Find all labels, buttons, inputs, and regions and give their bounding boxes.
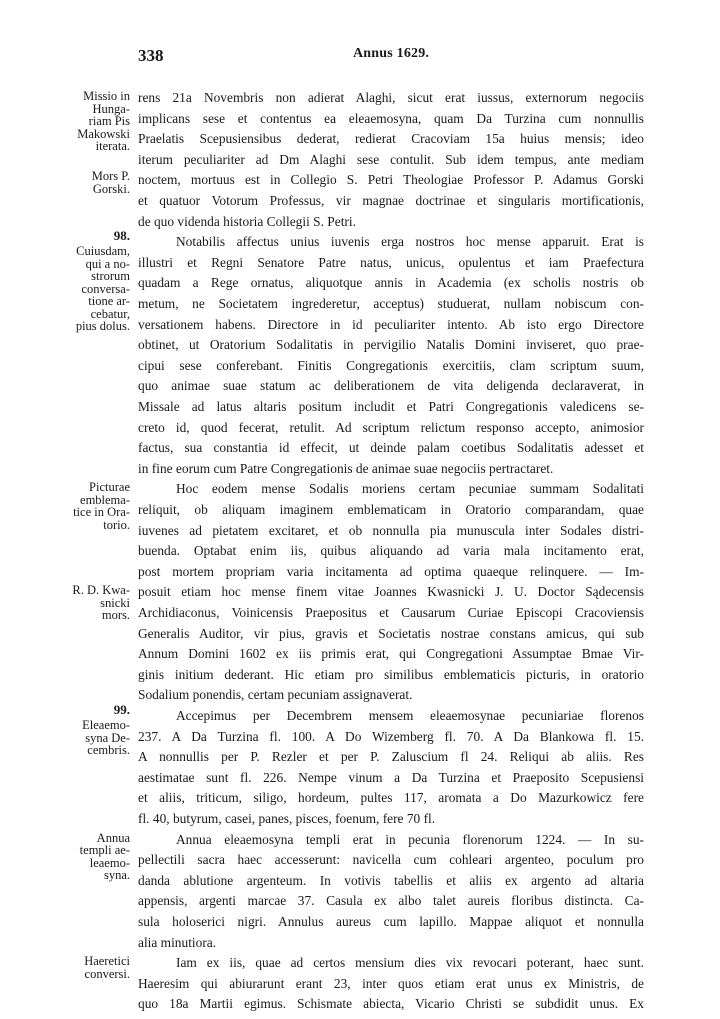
text-line: aestimatae sunt fl. 226. Nempe vinum a Da Turzina et Praeposito Scepusiensi — [138, 769, 644, 785]
page-number: 338 — [138, 46, 164, 65]
text-line: ginis initium dederant. Hic etiam pro similibus emblematicis picturis, in oratorio — [138, 666, 644, 682]
margin-note: Cuiusdam, qui a no- strorum conversa- tione ar- cebatur, pius dolus. — [75, 244, 130, 334]
text-line: factus, sua constantia id effecit, ut deinde palam coetibus Sodalitatis adesset et — [138, 440, 644, 456]
margin-note-number: 99. — [113, 702, 130, 717]
text-line: 237. A Da Turzina fl. 100. A Do Wizemberg fl. 70. A Da Blankowa fl. 15. — [138, 728, 644, 744]
text-line: Archidiaconus, Voinicensis Praepositus et Causarum Curiae Episcopi Cracoviensis — [138, 605, 644, 620]
text-line: de quo videnda historia Collegii S. Petri. — [138, 213, 356, 229]
text-line: metum, ne Societatem ingrederetur, acceptus) studuerat, nullam nobiscum con- — [138, 296, 644, 311]
margin-note: Mors P. Gorski. — [91, 169, 130, 196]
text-line: Annum Domini 1602 ex iis primis erat, qui Congregationi Assumptae Bmae Vir- — [138, 646, 644, 662]
text-line: Hoc eodem mense Sodalis moriens certam pecuniae summam Sodalitati — [176, 481, 644, 497]
text-line: Annua eleaemosyna templi erat in pecunia florenorum 1224. — In su- — [176, 831, 644, 847]
text-line: rens 21a Novembris non adierat Alaghi, sicut erat iussus, externorum negociis — [138, 90, 644, 105]
text-line: buenda. Optabat enim iis, quibus aliquando ad varia mala incitamento erat, — [138, 543, 644, 559]
text-line: Praelatis Scepusiensibus dederat, redierat Cracoviam 15a huius mensis; ideo — [138, 131, 644, 147]
page-header — [0, 46, 720, 70]
text-line: appensis, argenti marcae 37. Casula ex albo talet aureis floribus distincta. Ca- — [138, 893, 644, 909]
text-line: quadam a Rege ornatus, aliquotque annis in Academia (ex scholis nostris ob — [138, 275, 644, 291]
text-line: in fine eorum cum Patre Congregationis de animae suae negociis pertractaret. — [138, 460, 554, 476]
text-line: Sodalium ponendis, certam pecuniam assignaverat. — [138, 687, 413, 703]
text-line: creto id, quod fecerat, retulit. Ad scriptum relictum responso accepto, animosior — [138, 419, 644, 435]
text-line: illustri et Regni Senatore Patre natus, unicus, opulentus et iam Praefectura — [138, 254, 644, 270]
text-line: quo 18a Martii egimus. Schismate abiecta, Vicario Christi se subdidit unus. Ex — [138, 996, 644, 1012]
text-line: A nonnullis per P. Rezler et per P. Zaluscium fl 24. Reliqui ab aliis. Res — [138, 749, 644, 765]
margin-note: Missio in Hunga- riam Pis Makowski iterata. — [77, 89, 130, 153]
text-line: post mortem propriam varia incitamenta ad optima quaeque relinquere. — Im- — [138, 563, 644, 579]
text-line: fl. 40, butyrum, casei, panes, pisces, foenum, fere 70 fl. — [138, 811, 436, 826]
text-line: pellectili sacra haec accesserunt: navicella cum cohleari argenteo, poculum pro — [138, 852, 644, 868]
text-line: cipui sese conferebant. Finitis Congregationis exercitiis, clam scriptum suum, — [138, 357, 644, 373]
text-line: reliquit, ob aliquam imaginem emblematicam in Oratorio comparandam, quae — [138, 502, 644, 517]
margin-note: Eleaemo- syna De- cembris. — [82, 718, 130, 757]
text-line: et aliis, triticum, siligo, hordeum, pultes 117, aromata a Do Mazurkowicz fere — [138, 790, 644, 806]
text-line: Haeresim qui abiurarunt erant 23, inter quos etiam erat unus ex Ministris, de — [138, 975, 644, 991]
margin-note: Picturae emblema- tice in Ora- torio. — [73, 480, 130, 532]
text-line: alia minutiora. — [138, 934, 217, 950]
margin-note: R. D. Kwa- snicki mors. — [72, 583, 130, 623]
text-line: noctem, mortuus est in Collegio S. Petri Theologiae Professor P. Adamus Gorski — [138, 172, 644, 188]
running-title: Annus 1629. — [353, 46, 430, 61]
text-line: iuvenes ad pietatem excitaret, et ob nonnulla pia munuscula inter Sodales distri- — [138, 522, 644, 538]
text-line: Missale ad latus altaris positum includit et Patri Congregationis valedicens se- — [138, 399, 644, 414]
text-line: implicans sese et contentus ea eleaemosyna, quam Da Turzina cum nonnullis — [138, 110, 644, 126]
margin-note: Annua templi ae- leaemo- syna. — [79, 830, 130, 883]
text-line: Accepimus per Decembrem mensem eleaemosynae pecuniariae florenos — [176, 708, 644, 723]
text-line: Generalis Auditor, vir pius, gravis et Societatis nostrae constans amicus, qui sub — [138, 625, 644, 641]
margin-note: Haeretici conversi. — [84, 954, 130, 981]
margin-note-number: 98. — [113, 228, 130, 244]
text-line: danda ablutione argenteum. In votivis tabellis et aliis ex argento ad altaria — [138, 872, 644, 888]
text-line: obtinet, ut Oratorium Sodalitatis in pervigilio Natalis Domini inviseret, quo prae- — [138, 337, 644, 353]
text-line: Notabilis affectus unius iuvenis erga nostros hoc mense apparuit. Erat is — [176, 234, 644, 250]
text-line: iterum peculiariter ad Dm Alaghi sese contulit. Sub idem tempus, ante mediam — [138, 151, 644, 167]
text-line: et quatuor Votorum Professus, vir magnae doctrinae et singularis mortificationis, — [138, 193, 644, 208]
text-line: versationem habens. Directore in id peculiariter intento. Ab isto ergo Directore — [138, 316, 644, 332]
text-line: sula holoserici nigri. Annulus aureus cum lapillo. Mappae aliquot et nonnulla — [138, 914, 644, 929]
text-line: posuit etiam hoc mense finem vitae Joannes Kwasnicki J. U. Doctor Sądecensis — [138, 584, 644, 600]
text-line: quo animae suae statum ac deliberationem de vita deligenda declaraverat, in — [138, 378, 644, 394]
text-line: Iam ex iis, quae ad certos mensium dies vix revocari poterant, haec sunt. — [176, 955, 644, 971]
